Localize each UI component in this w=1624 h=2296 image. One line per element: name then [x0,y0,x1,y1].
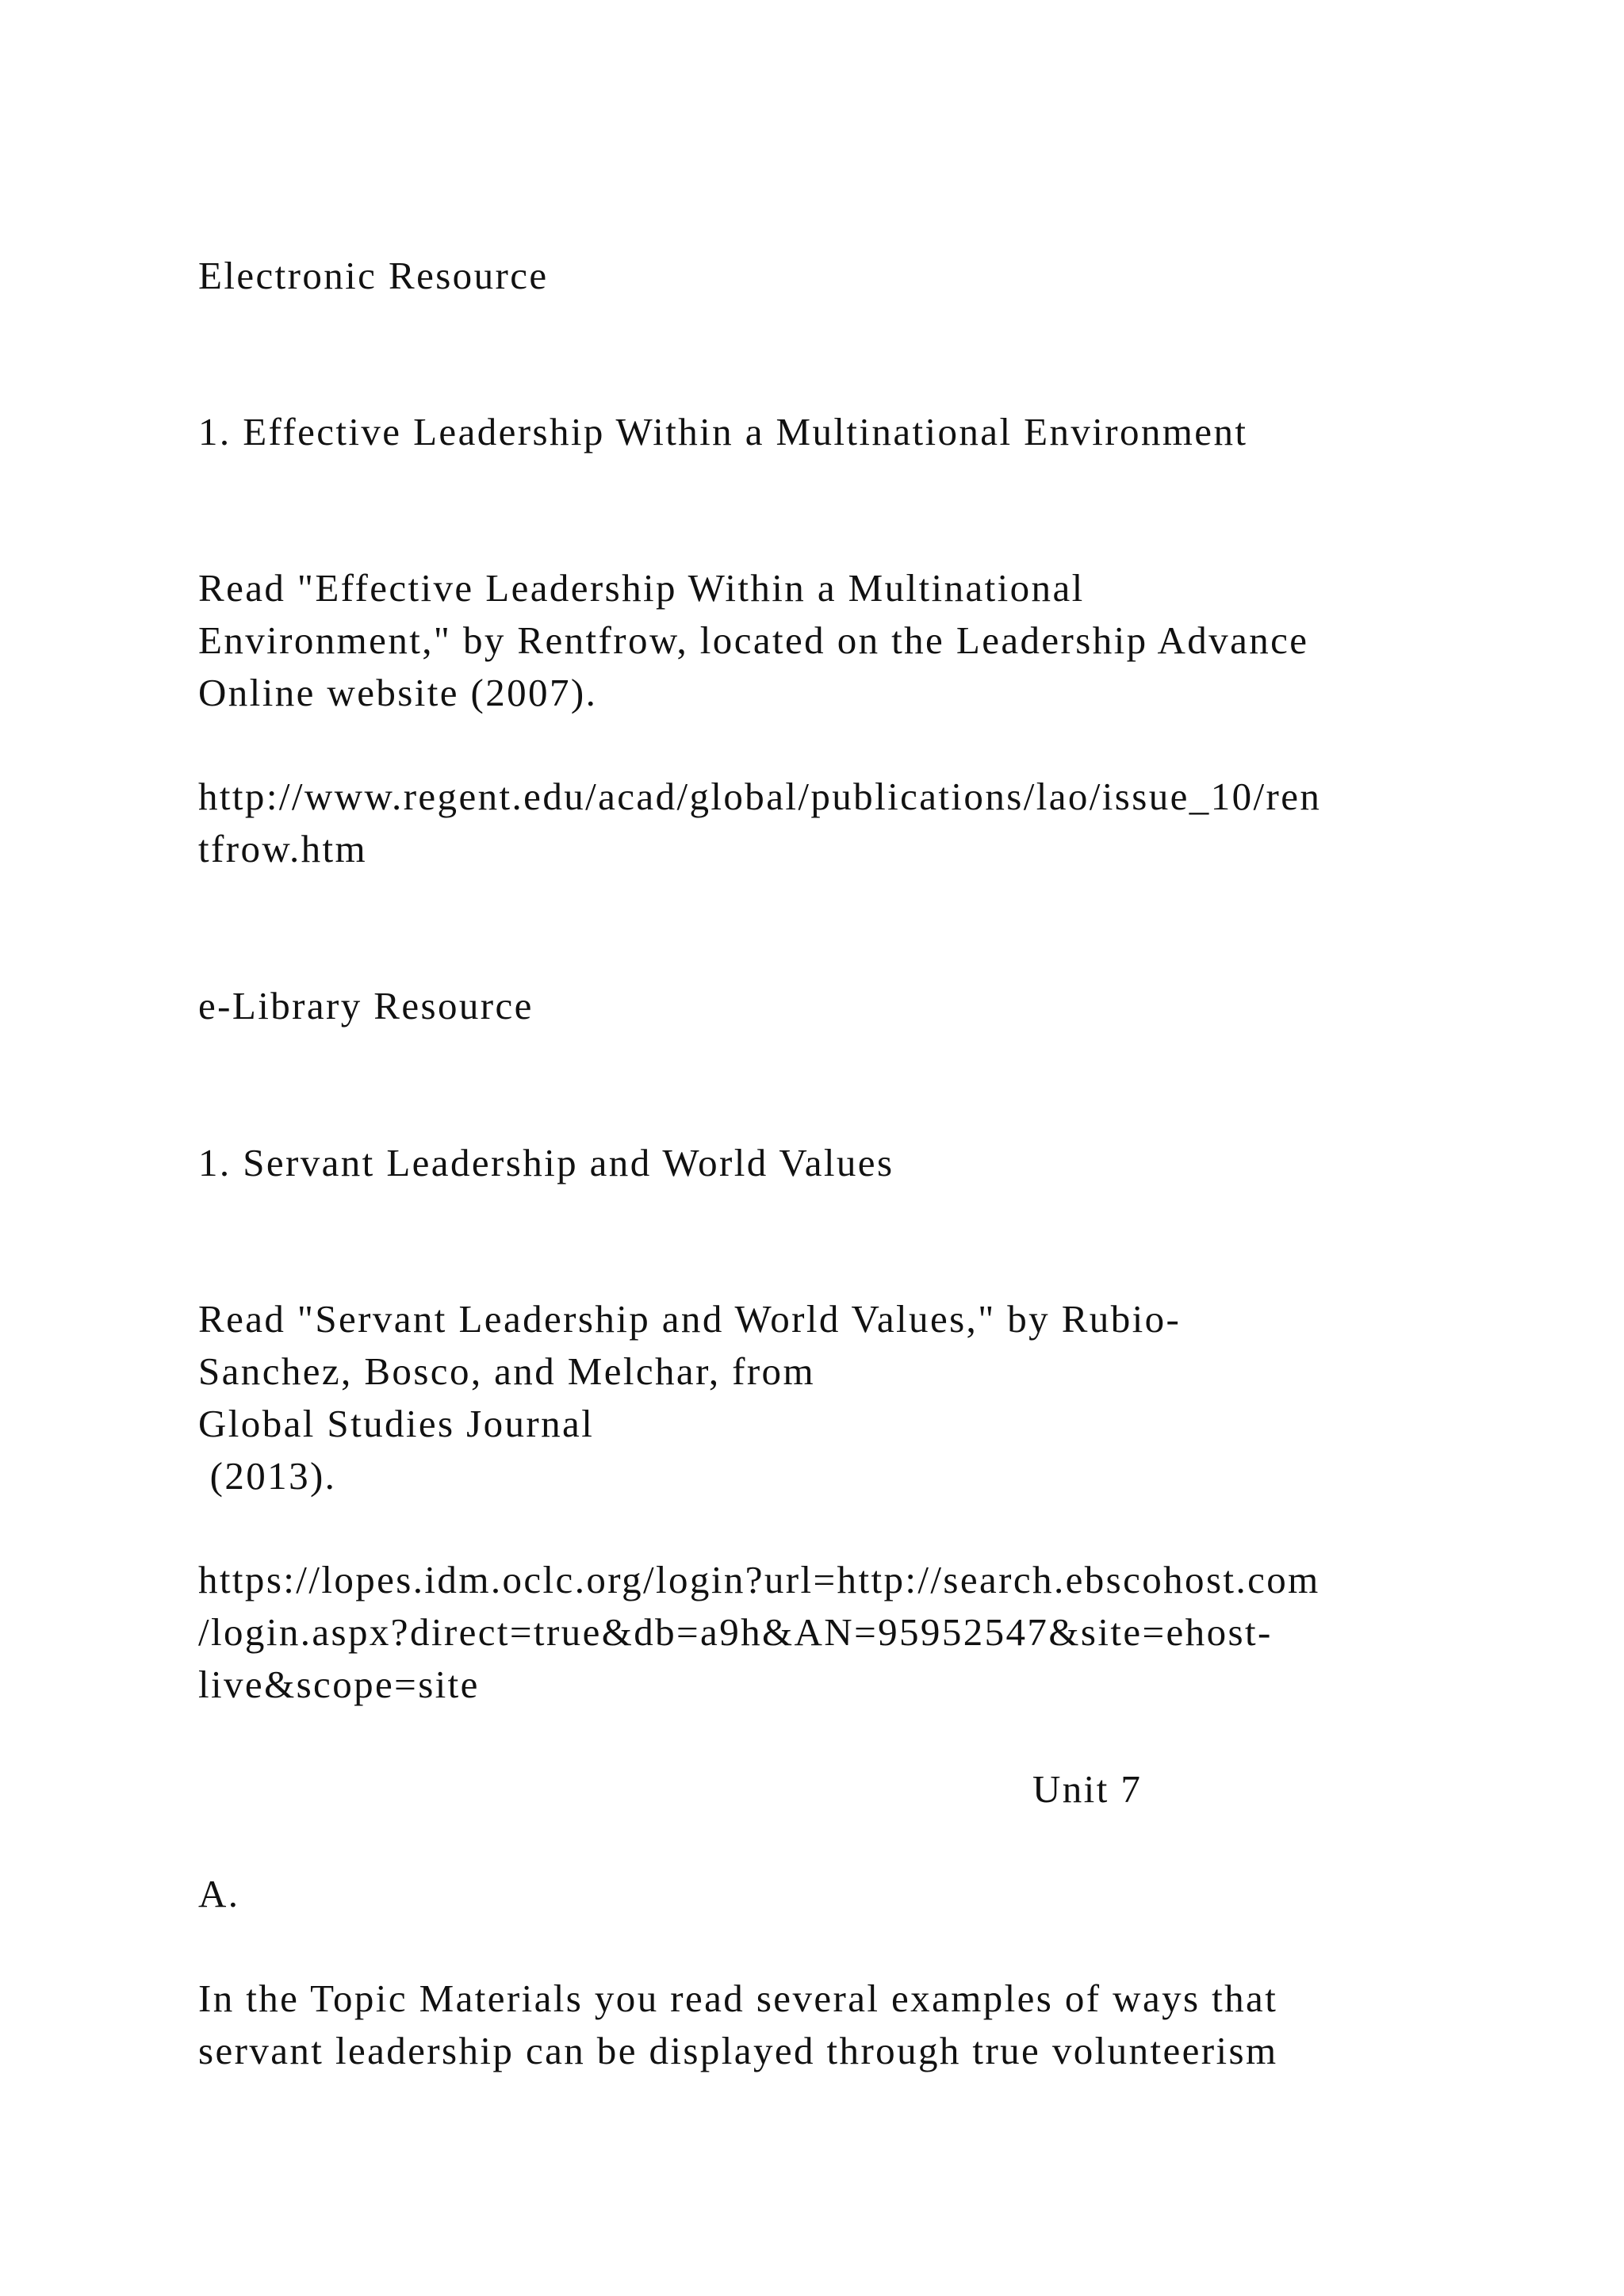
item2-description-line: Read "Servant Leadership and World Values," by Rubio- [198,1297,1182,1341]
item1-description-line: Environment," by Rentfrow, located on the Leadership Advance [198,618,1309,662]
item2-year: (2013). [198,1454,337,1498]
item1-url-line: http://www.regent.edu/acad/global/publications/lao/issue_10/ren [198,775,1322,818]
section-heading-electronic-resource: Electronic Resource [198,254,549,297]
section-heading-elibrary-resource: e-Library Resource [198,984,534,1027]
item1-url-line: tfrow.htm [198,827,368,871]
part-a-text-line: servant leadership can be displayed through true volunteerism [198,2029,1278,2072]
unit-label: Unit 7 [1032,1767,1143,1811]
item2-url-line: /login.aspx?direct=true&db=a9h&AN=95952547&site=ehost- [198,1610,1273,1654]
item-title-effective-leadership: 1. Effective Leadership Within a Multinational Environment [198,410,1248,453]
part-a-text-line: In the Topic Materials you read several examples of ways that [198,1976,1278,2020]
item1-description-line: Online website (2007). [198,671,598,714]
item2-url-line: live&scope=site [198,1663,480,1706]
item2-journal-name: Global Studies Journal [198,1402,595,1445]
item2-url-line: https://lopes.idm.oclc.org/login?url=http://search.ebscohost.com [198,1558,1320,1601]
item2-description-line: Sanchez, Bosco, and Melchar, from [198,1349,815,1393]
part-a-label: A. [198,1872,240,1915]
item1-description-line: Read "Effective Leadership Within a Multinational [198,566,1085,610]
item-title-servant-leadership: 1. Servant Leadership and World Values [198,1141,894,1184]
